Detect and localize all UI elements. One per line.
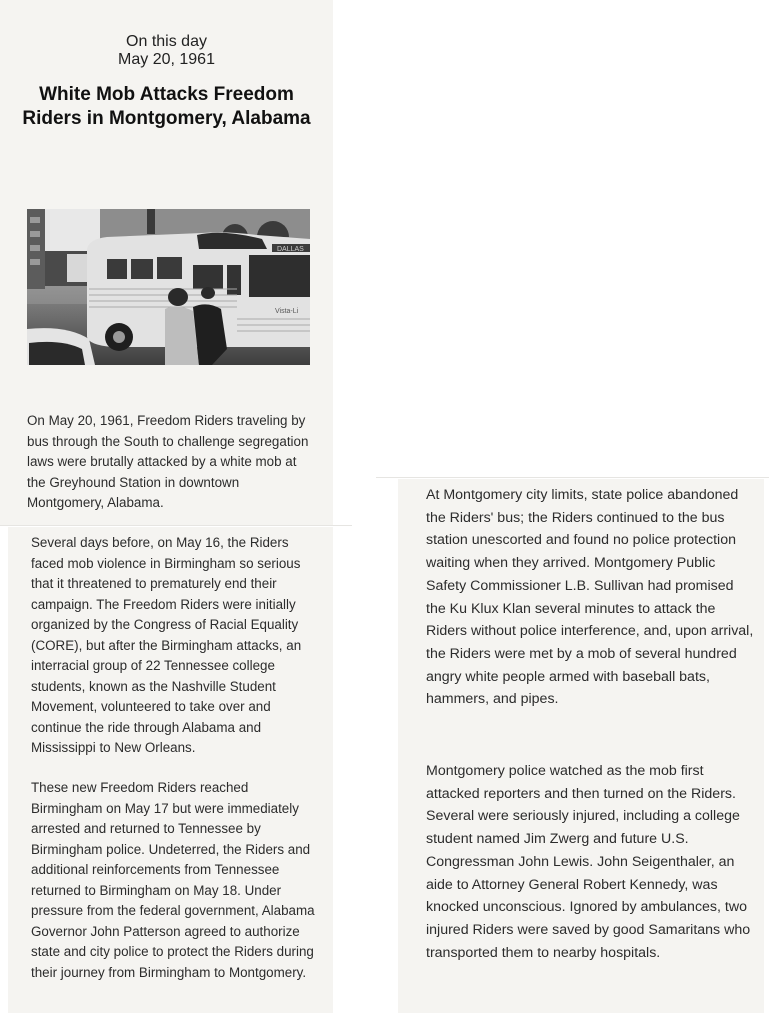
article-headline: White Mob Attacks Freedom Riders in Montgomery, Alabama: [22, 84, 311, 129]
event-date: May 20, 1961: [118, 51, 215, 68]
article-paragraph: These new Freedom Riders reached Birmingham on May 17 but were immediately arrested and returned to Tennessee by Birmingham police. Undeterred, the Riders and additional reinforcements from Tennessee returned to Birmingham on May 18. Under pressure from the federal government, Alabama Governor John Patterson agreed to authorize state and city police to protect the Riders during their journey from Birmingham to Montgomery.: [31, 780, 315, 980]
bus-photo: [27, 209, 310, 365]
article-paragraph: At Montgomery city limits, state police abandoned the Riders' bus; the Riders continued to the bus station unescorted and found no police protection waiting when they arrived. Montgomery Public Safety Commissioner L.B. Sullivan had promised the Ku Klux Klan several minutes to attack the Riders without police interference, and, upon arrival, the Riders were met by a mob of several hundred angry white people armed with baseball bats, hammers, and pipes.: [426, 487, 754, 708]
bus-photo-illustration: [27, 209, 310, 365]
article-paragraph: Montgomery police watched as the mob first attacked reporters and then turned on the Riders. Several were seriously injured, including a college student named Jim Zwerg and future U.S. Congressman John Lewis. John Seigenthaler, an aide to Attorney General Robert Kennedy, was knocked unconscious. Ignored by ambulances, two injured Riders were saved by good Samaritans who transported them to nearby hospitals.: [426, 763, 751, 961]
article-paragraph: On May 20, 1961, Freedom Riders traveling by bus through the South to challenge segregation laws were brutally attacked by a white mob at the Greyhound Station in downtown Montgomery, Alabama.: [27, 413, 309, 510]
article-paragraph: Several days before, on May 16, the Riders faced mob violence in Birmingham so serious that it threatened to prematurely end their campaign. The Freedom Riders were initially organized by the Congress of Racial Equality (CORE), but after the Birmingham attacks, an interracial group of 22 Tennessee college students, known as the Nashville Student Movement, volunteered to take over and continue the ride through Alabama and Mississippi to New Orleans.: [31, 535, 302, 755]
divider-left: [0, 525, 352, 526]
bus-side-lettering: Vista-Li: [275, 308, 299, 315]
bus-destination-sign: DALLAS: [277, 246, 304, 253]
divider-right: [376, 477, 769, 478]
on-this-day-label: On this day: [126, 33, 207, 50]
